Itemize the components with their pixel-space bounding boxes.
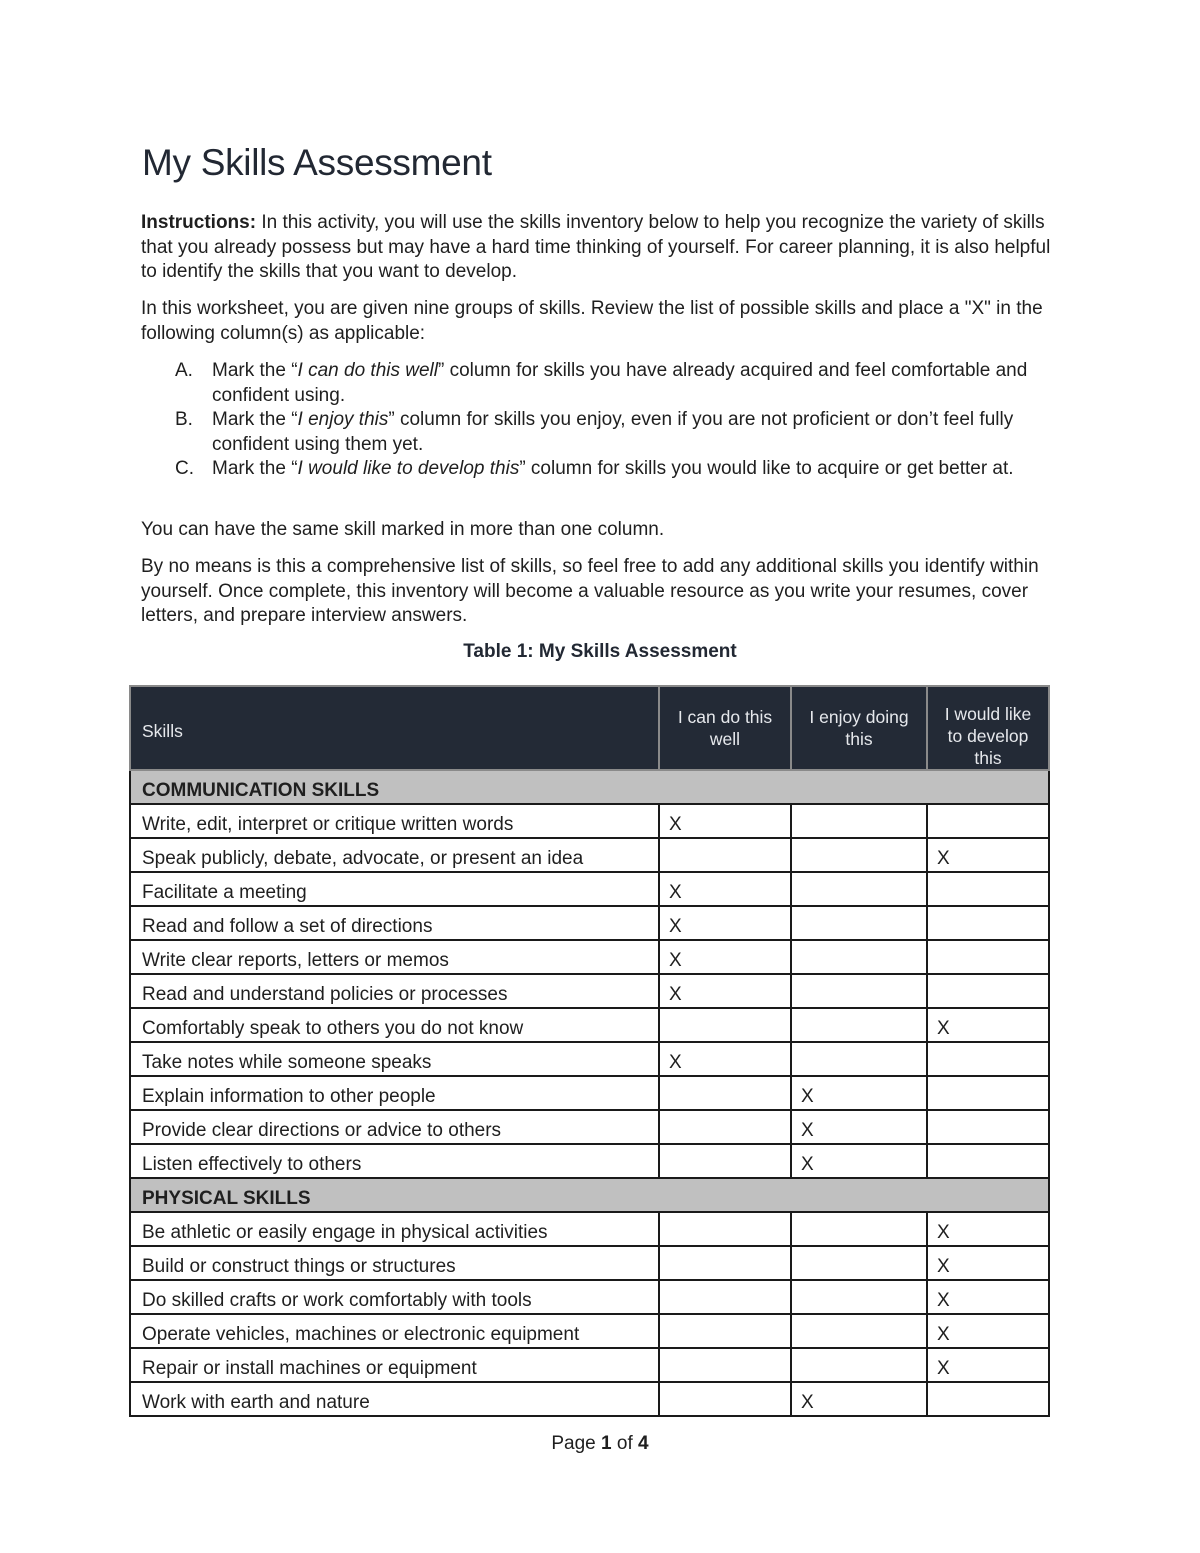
comprehensive-note: By no means is this a comprehensive list of skills, so feel free to add any additional skills you identify within yourself. Once complete, this inventory will become a valuable resource as you write your resumes, cover letters, and prepare interview answers. (141, 556, 1039, 626)
skill-cell: Build or construct things or structures (130, 1246, 659, 1280)
skill-cell: Do skilled crafts or work comfortably with tools (130, 1280, 659, 1314)
column-name-emphasis: I enjoy this (297, 409, 389, 430)
list-text: Mark the “ (212, 458, 298, 479)
skill-cell: Write, edit, interpret or critique written words (130, 804, 659, 838)
enjoy-cell[interactable] (791, 1042, 927, 1076)
develop-cell[interactable]: X (927, 1008, 1049, 1042)
section-row-physical (130, 1178, 1049, 1212)
can-do-well-cell[interactable] (659, 1076, 791, 1110)
can-do-well-cell[interactable] (659, 1110, 791, 1144)
header-line: I would like (944, 704, 1032, 724)
develop-cell[interactable] (927, 1042, 1049, 1076)
develop-cell[interactable] (927, 1110, 1049, 1144)
column-name-emphasis: I would like to develop this (297, 458, 520, 479)
enjoy-cell[interactable] (791, 940, 927, 974)
table-row (130, 804, 1049, 838)
page-number-footer (0, 1433, 1200, 1455)
develop-cell[interactable] (927, 872, 1049, 906)
list-text: ” column for skills you would like to acquire or get better at. (519, 458, 1014, 479)
section-title: COMMUNICATION SKILLS (130, 770, 1049, 804)
enjoy-cell[interactable] (791, 872, 927, 906)
page-title: My Skills Assessment (142, 142, 492, 183)
table-row (130, 1110, 1049, 1144)
header-line: this (974, 748, 1002, 768)
list-text: ” column for skills you enjoy, even if you are not proficient or don’t feel fully confident using them yet. (212, 409, 1014, 455)
instructions-text: In this activity, you will use the skills inventory below to help you recognize the variety of skills that you already possess but may have a hard time thinking of yourself. For career planning, it is also helpful to identify the skills that you want to develop. (141, 212, 1051, 282)
can-do-well-cell[interactable]: X (659, 940, 791, 974)
of-label: of (616, 1433, 633, 1454)
can-do-well-cell[interactable]: X (659, 974, 791, 1008)
table-row (130, 906, 1049, 940)
can-do-well-cell[interactable] (659, 1212, 791, 1246)
can-do-well-cell[interactable]: X (659, 1042, 791, 1076)
can-do-well-cell[interactable] (659, 1144, 791, 1178)
enjoy-cell[interactable] (791, 1008, 927, 1042)
header-line: to develop (947, 726, 1029, 746)
skill-cell: Write clear reports, letters or memos (130, 940, 659, 974)
table-row (130, 1348, 1049, 1382)
table-body (130, 770, 1049, 1416)
can-do-well-cell[interactable] (659, 1008, 791, 1042)
header-skills: Skills (130, 686, 659, 770)
header-would-like-to-develop (927, 686, 1049, 770)
instructions-lead: Instructions: (141, 212, 257, 233)
table-row (130, 1314, 1049, 1348)
develop-cell[interactable] (927, 1382, 1049, 1416)
enjoy-cell[interactable] (791, 1348, 927, 1382)
column-name-emphasis: I can do this well (297, 360, 438, 381)
develop-cell[interactable]: X (927, 1280, 1049, 1314)
table-row (130, 872, 1049, 906)
same-skill-note: You can have the same skill marked in more than one column. (141, 519, 665, 540)
develop-cell[interactable] (927, 974, 1049, 1008)
develop-cell[interactable] (927, 804, 1049, 838)
total-pages: 4 (638, 1433, 649, 1454)
skill-cell: Provide clear directions or advice to others (130, 1110, 659, 1144)
table-row (130, 838, 1049, 872)
skill-cell: Explain information to other people (130, 1076, 659, 1110)
instructions-paragraph (141, 211, 1061, 285)
table-row (130, 974, 1049, 1008)
table-row (130, 1076, 1049, 1110)
list-text: Mark the “ (212, 360, 298, 381)
enjoy-cell[interactable] (791, 1314, 927, 1348)
can-do-well-cell[interactable]: X (659, 906, 791, 940)
header-enjoy-doing: I enjoy doing this (791, 686, 927, 770)
skill-cell: Read and follow a set of directions (130, 906, 659, 940)
can-do-well-cell[interactable] (659, 1382, 791, 1416)
develop-cell[interactable]: X (927, 1348, 1049, 1382)
enjoy-cell[interactable]: X (791, 1382, 927, 1416)
skill-cell: Read and understand policies or processes (130, 974, 659, 1008)
develop-cell[interactable] (927, 940, 1049, 974)
can-do-well-cell[interactable]: X (659, 872, 791, 906)
table-row (130, 1008, 1049, 1042)
enjoy-cell[interactable]: X (791, 1110, 927, 1144)
skill-cell: Speak publicly, debate, advocate, or present an idea (130, 838, 659, 872)
develop-cell[interactable] (927, 906, 1049, 940)
can-do-well-cell[interactable] (659, 1246, 791, 1280)
list-item (172, 359, 1052, 408)
skill-cell: Comfortably speak to others you do not know (130, 1008, 659, 1042)
skill-cell: Operate vehicles, machines or electronic equipment (130, 1314, 659, 1348)
table-row (130, 1382, 1049, 1416)
skill-cell: Repair or install machines or equipment (130, 1348, 659, 1382)
list-letter: A. (175, 360, 193, 381)
enjoy-cell[interactable]: X (791, 1076, 927, 1110)
list-item (172, 457, 1052, 482)
enjoy-cell[interactable] (791, 804, 927, 838)
table-row (130, 1212, 1049, 1246)
enjoy-cell[interactable] (791, 906, 927, 940)
table-row (130, 1042, 1049, 1076)
header-can-do-well: I can do this well (659, 686, 791, 770)
skills-assessment-table (129, 685, 1050, 1417)
can-do-well-cell[interactable] (659, 838, 791, 872)
enjoy-cell[interactable]: X (791, 1144, 927, 1178)
enjoy-cell[interactable] (791, 1212, 927, 1246)
section-row-communication (130, 770, 1049, 804)
current-page: 1 (601, 1433, 612, 1454)
table-row (130, 1246, 1049, 1280)
skill-cell: Listen effectively to others (130, 1144, 659, 1178)
develop-cell[interactable] (927, 1144, 1049, 1178)
develop-cell[interactable]: X (927, 1314, 1049, 1348)
list-item (172, 408, 1052, 457)
section-title: PHYSICAL SKILLS (130, 1178, 1049, 1212)
develop-cell[interactable]: X (927, 1246, 1049, 1280)
develop-cell[interactable]: X (927, 838, 1049, 872)
can-do-well-cell[interactable] (659, 1314, 791, 1348)
list-letter: B. (175, 409, 193, 430)
can-do-well-cell[interactable] (659, 1348, 791, 1382)
list-letter: C. (175, 458, 194, 479)
mark-instructions-list (172, 359, 1052, 482)
table-row (130, 1144, 1049, 1178)
can-do-well-cell[interactable] (659, 1280, 791, 1314)
table-row (130, 1280, 1049, 1314)
can-do-well-cell[interactable]: X (659, 804, 791, 838)
list-text: Mark the “ (212, 409, 298, 430)
enjoy-cell[interactable] (791, 1246, 927, 1280)
skill-cell: Take notes while someone speaks (130, 1042, 659, 1076)
enjoy-cell[interactable] (791, 974, 927, 1008)
enjoy-cell[interactable] (791, 838, 927, 872)
develop-cell[interactable]: X (927, 1212, 1049, 1246)
enjoy-cell[interactable] (791, 1280, 927, 1314)
skill-cell: Work with earth and nature (130, 1382, 659, 1416)
table-caption: Table 1: My Skills Assessment (463, 641, 737, 662)
page-label: Page (551, 1433, 596, 1454)
table-header-row (130, 686, 1049, 770)
develop-cell[interactable] (927, 1076, 1049, 1110)
list-text: ” column for skills you have already acquired and feel comfortable and confident using. (212, 360, 1028, 406)
worksheet-paragraph: In this worksheet, you are given nine groups of skills. Review the list of possible skills and place a "X" in the following column(s) as applicable: (141, 298, 1043, 344)
skill-cell: Be athletic or easily engage in physical activities (130, 1212, 659, 1246)
table-row (130, 940, 1049, 974)
skill-cell: Facilitate a meeting (130, 872, 659, 906)
